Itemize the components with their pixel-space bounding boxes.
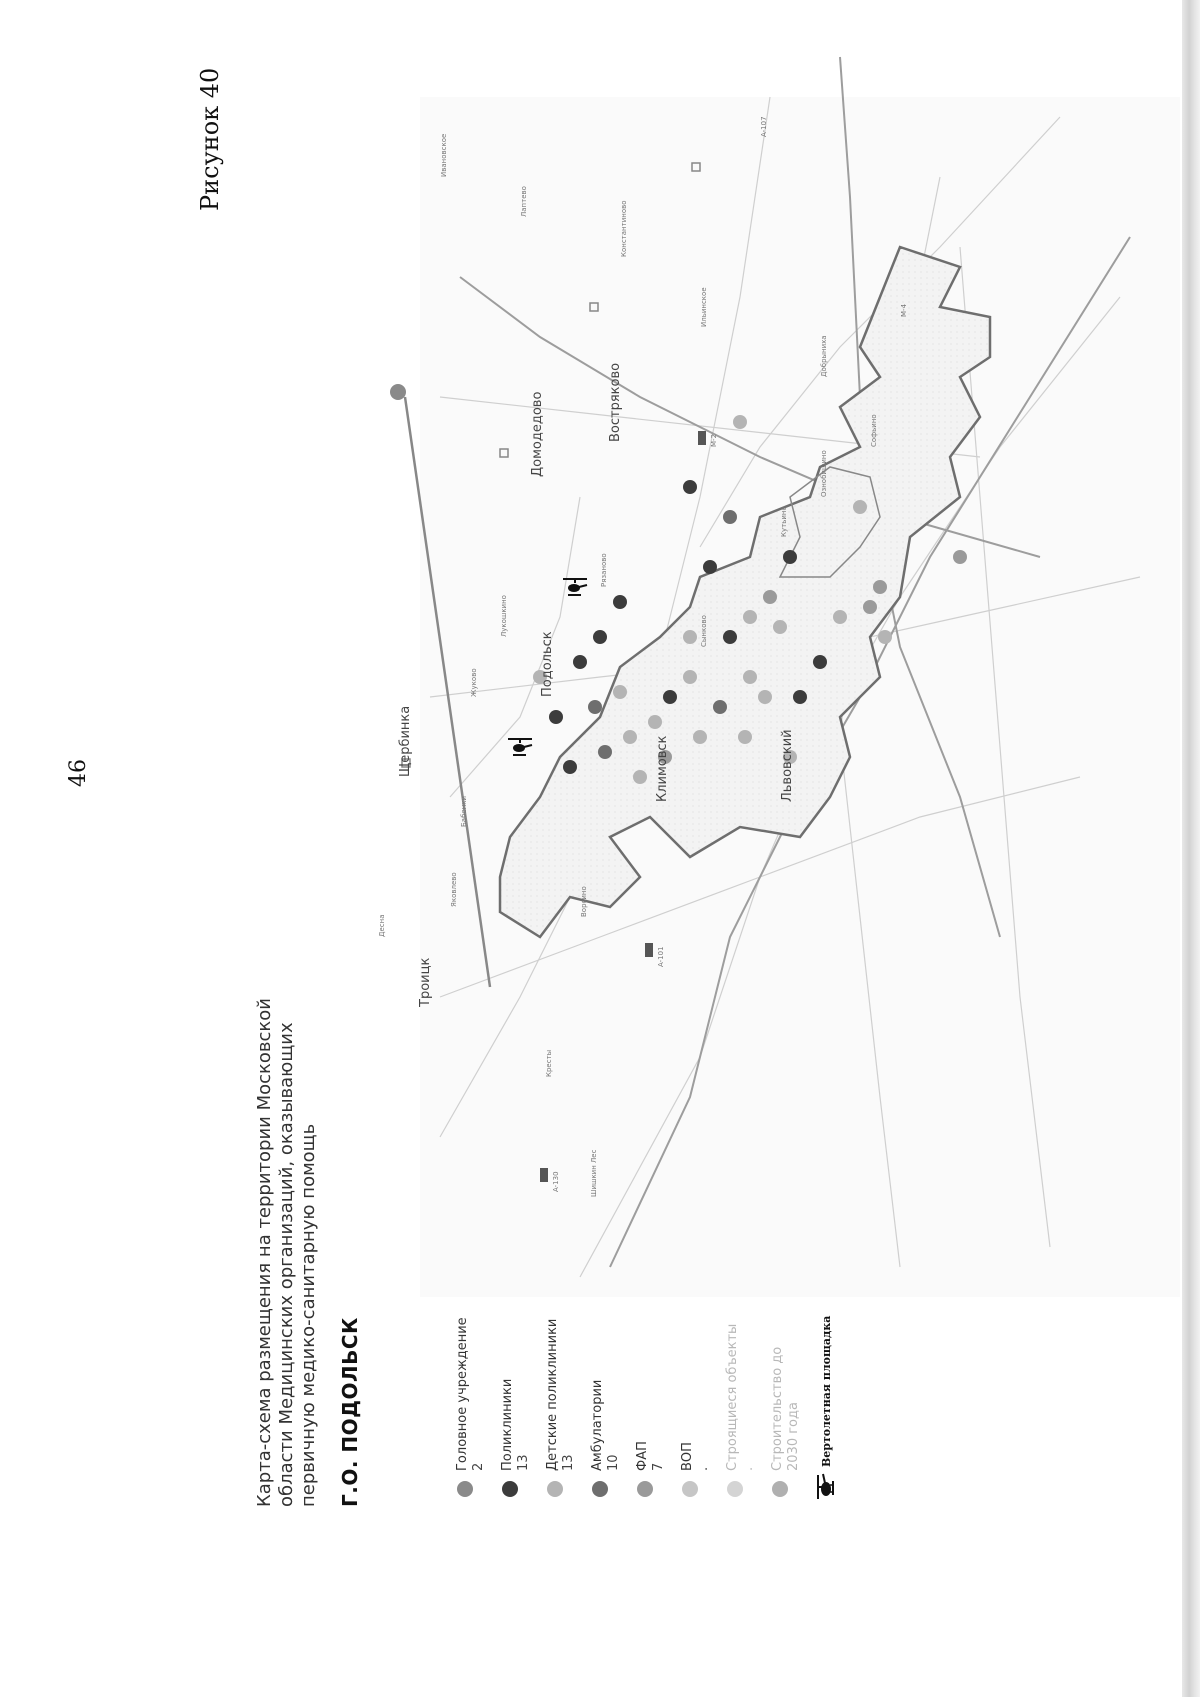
page-number: 46 bbox=[66, 759, 91, 787]
map-place-minor: Добрыниха bbox=[820, 335, 828, 377]
map-place-minor: Десна bbox=[378, 914, 386, 937]
road-number-marker bbox=[540, 1168, 548, 1182]
facility-marker bbox=[623, 730, 637, 744]
facility-marker bbox=[588, 700, 602, 714]
map-place-minor: Рязаново bbox=[600, 553, 608, 587]
legend-count: . bbox=[696, 1466, 711, 1471]
facility-marker bbox=[733, 415, 747, 429]
facility-marker bbox=[633, 770, 647, 784]
road-number-marker bbox=[645, 943, 653, 957]
heliport-label: Вертолетная площадка bbox=[819, 1315, 833, 1467]
map-place-major: Востряково bbox=[608, 362, 623, 442]
legend-count: 10 bbox=[606, 1454, 621, 1471]
map-place-minor: Ворсино bbox=[580, 886, 588, 917]
facility-marker bbox=[593, 630, 607, 644]
road-number: A-107 bbox=[760, 116, 768, 137]
district-name: Г.О. ПОДОЛЬСК bbox=[338, 1317, 362, 1507]
legend-label: Головное учреждение bbox=[455, 1317, 470, 1471]
legend-label: Амбулатории bbox=[590, 1379, 605, 1471]
legend-label: Детские поликлиники bbox=[545, 1318, 560, 1471]
map-place-major: Львовский bbox=[780, 729, 795, 802]
facility-marker bbox=[683, 670, 697, 684]
map-place-minor: Бабенки bbox=[460, 795, 468, 827]
map-place-minor: Кресты bbox=[545, 1049, 553, 1077]
map-title: Карта-схема размещения на территории Московской области Медицинских организаций, оказывающих первичную медико-санитарную помощь bbox=[254, 997, 319, 1507]
facility-marker bbox=[563, 760, 577, 774]
map-place-minor: Лукошкино bbox=[500, 595, 508, 637]
road-number: M-4 bbox=[900, 303, 908, 317]
map-place-minor: Яковлево bbox=[450, 872, 458, 907]
legend-count: . bbox=[741, 1466, 756, 1471]
facility-marker bbox=[953, 550, 967, 564]
map-place-minor: Кутьино bbox=[780, 506, 788, 537]
map-place-major: Климовск bbox=[655, 735, 670, 802]
facility-marker bbox=[390, 384, 406, 400]
facility-marker bbox=[743, 670, 757, 684]
map-place-minor: Ивановское bbox=[440, 133, 448, 177]
map-place-minor: Сынково bbox=[700, 615, 708, 647]
facility-marker bbox=[873, 580, 887, 594]
facility-marker bbox=[713, 700, 727, 714]
facility-marker bbox=[783, 550, 797, 564]
road-number: A-101 bbox=[657, 946, 665, 967]
legend-label: Поликлиники bbox=[500, 1378, 515, 1471]
map-place-major: Подольск bbox=[540, 631, 555, 697]
facility-marker bbox=[648, 715, 662, 729]
facility-marker bbox=[703, 560, 717, 574]
facility-marker bbox=[763, 590, 777, 604]
facility-marker bbox=[693, 730, 707, 744]
facility-marker bbox=[663, 690, 677, 704]
legend-count: 13 bbox=[561, 1454, 576, 1471]
facility-marker bbox=[758, 690, 772, 704]
facility-marker bbox=[723, 510, 737, 524]
figure-label: Рисунок 40 bbox=[196, 67, 224, 211]
map-place-major: Троицк bbox=[418, 957, 433, 1007]
facility-marker bbox=[853, 500, 867, 514]
facility-marker bbox=[793, 690, 807, 704]
road-number: M-2 bbox=[710, 433, 718, 447]
facility-marker bbox=[878, 630, 892, 644]
legend-label: Строительство до 2030 года bbox=[770, 1346, 801, 1471]
legend-label: Строящиеся объекты bbox=[725, 1323, 740, 1471]
map-place-minor: Ильинское bbox=[700, 287, 708, 327]
facility-marker bbox=[738, 730, 752, 744]
legend-count: 2 bbox=[471, 1462, 486, 1471]
map-place-minor: Лаптево bbox=[520, 186, 528, 217]
map-place-minor: Ознобишино bbox=[820, 450, 828, 497]
facility-marker bbox=[863, 600, 877, 614]
facility-marker bbox=[813, 655, 827, 669]
facility-marker bbox=[549, 710, 563, 724]
map-place-minor: Шишкин Лес bbox=[590, 1149, 598, 1197]
facility-marker bbox=[573, 655, 587, 669]
map-place-minor: Софьино bbox=[870, 414, 878, 447]
facility-marker bbox=[683, 630, 697, 644]
facility-marker bbox=[773, 620, 787, 634]
map-place-minor: Жуково bbox=[470, 668, 478, 697]
map-place-major: Щербинка bbox=[398, 705, 413, 777]
facility-marker bbox=[743, 610, 757, 624]
facility-marker bbox=[598, 745, 612, 759]
facility-marker bbox=[613, 595, 627, 609]
road-number-marker bbox=[698, 431, 706, 445]
legend-count: 7 bbox=[651, 1462, 666, 1471]
facility-marker bbox=[613, 685, 627, 699]
facility-marker bbox=[723, 630, 737, 644]
legend-label: ВОП bbox=[680, 1442, 695, 1471]
map-place-major: Домодедово bbox=[530, 391, 545, 477]
legend-count: 13 bbox=[516, 1454, 531, 1471]
map-place-minor: Константиново bbox=[620, 200, 628, 257]
legend-label: ФАП bbox=[635, 1441, 650, 1471]
facility-marker bbox=[833, 610, 847, 624]
facility-marker bbox=[683, 480, 697, 494]
road-number: A-130 bbox=[552, 1171, 560, 1192]
